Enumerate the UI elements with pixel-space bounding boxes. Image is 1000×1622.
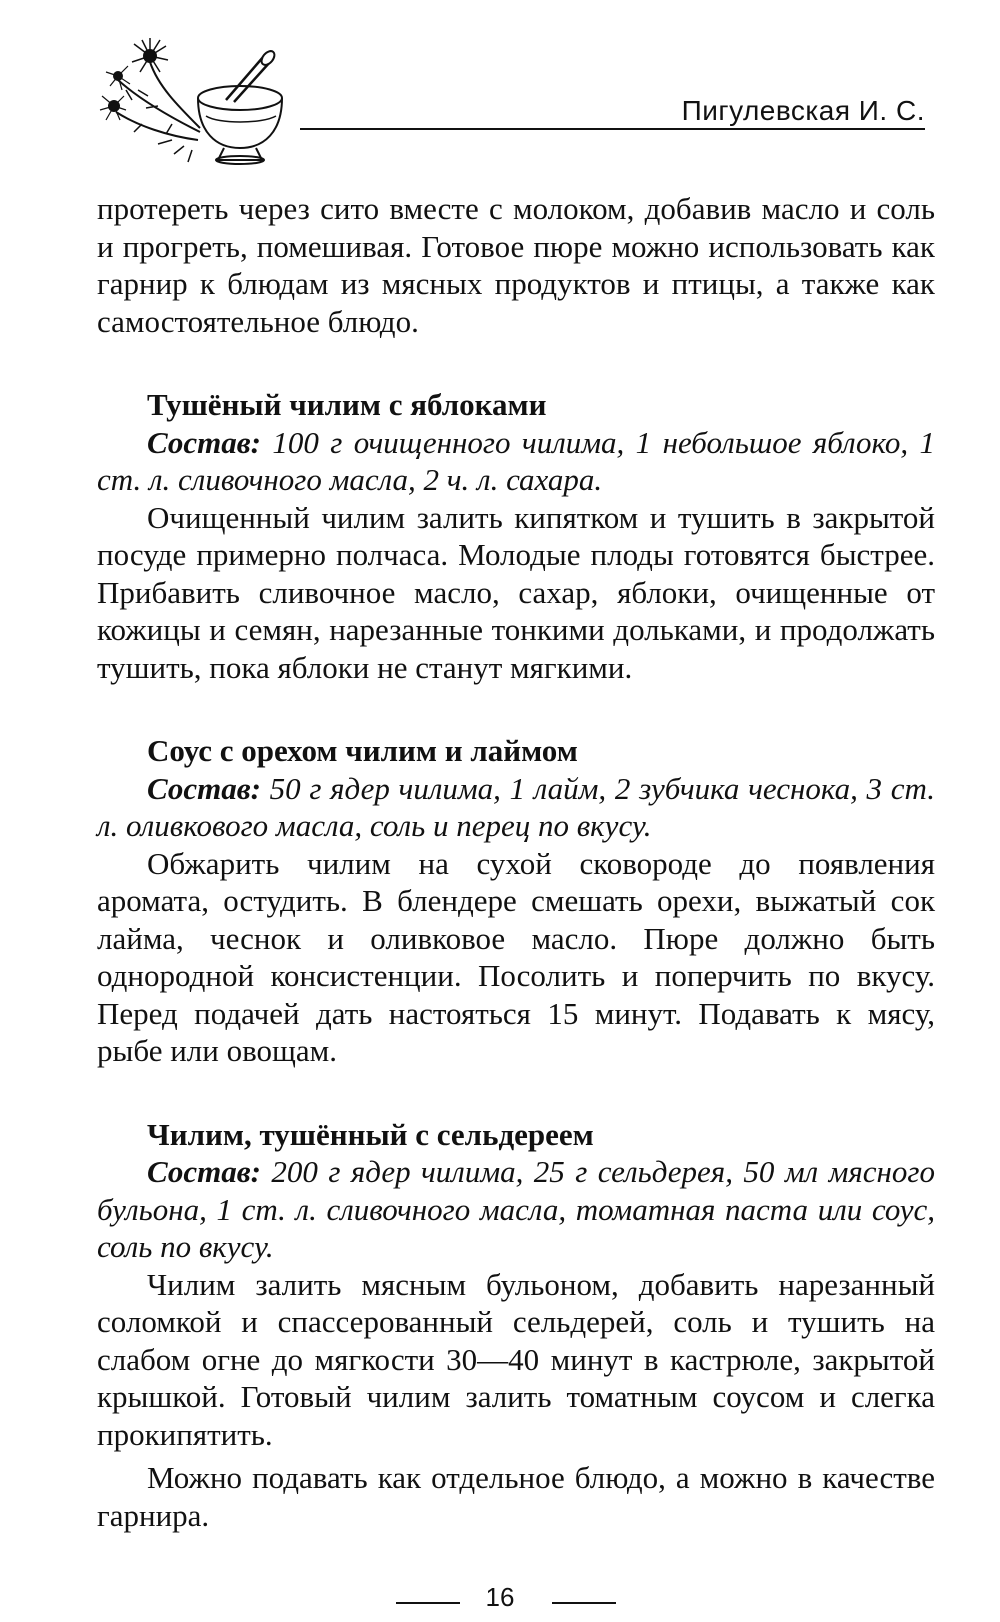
page-footer [0, 1578, 1000, 1618]
composition-text: 200 г ядер чилима, 25 г сельдерея, 50 мл мясного бульона, 1 ст. л. сливочного масла, томатная паста или соус, соль по вкусу. [97, 1154, 935, 1264]
recipe-serving-note: Можно подавать как отдельное блюдо, а можно в качестве гарнира. [97, 1460, 935, 1533]
recipe-instructions: Очищенный чилим залить кипятком и тушить в закрытой посуде примерно полчаса. Молодые плоды готовятся быстрее. Прибавить сливочное масло, сахар, яблоки, очищенные от кожицы и семян, нарезанные тонкими дольками, и продолжать тушить, пока яблоки не станут мягкими. [97, 499, 935, 685]
footer-rule-right [552, 1602, 616, 1604]
recipe-instructions: Чилим залить мясным бульоном, добавить нарезанный соломкой и спассерованный сельдерей, соль и тушить на слабом огне до мягкости 30—40 минут в кастрюле, закрытой крышкой. Готовый чилим залить томатным соусом и слегка прокипятить. [97, 1266, 935, 1452]
recipe-title: Соус с орехом чилим и лаймом [147, 733, 578, 768]
composition-label: Состав: [147, 770, 261, 806]
recipe [97, 732, 935, 1070]
recipe-composition [97, 1153, 935, 1266]
composition-label: Состав: [147, 424, 261, 460]
composition-label: Состав: [147, 1154, 261, 1189]
running-head-author: Пигулевская И. С. [681, 95, 925, 126]
composition-text: 100 г очищенного чилима, 1 небольшое яблоко, 1 ст. л. сливочного масла, 2 ч. л. сахара. [97, 424, 935, 497]
header-rule [300, 128, 925, 130]
recipe-composition [97, 770, 935, 845]
recipe-title: Тушёный чилим с яблоками [147, 387, 547, 422]
page-body [97, 190, 935, 1534]
page-header [0, 0, 1000, 150]
recipe-instructions: Обжарить чилим на сухой сковороде до появления аромата, остудить. В блендере смешать орехи, выжатый сок лайма, чеснок и оливковое масло. Пюре должно быть однородной консистенции. Посолить и поперчить по вкусу. Перед подачей дать настояться 15 минут. Подавать к мясу, рыбе или овощам. [97, 845, 935, 1068]
page-number: 16 [485, 1582, 515, 1612]
recipe-composition [97, 424, 935, 499]
composition-text: 50 г ядер чилима, 1 лайм, 2 зубчика чеснока, 3 ст. л. оливкового масла, соль и перец по вкусу. [97, 770, 936, 843]
recipe [97, 1116, 935, 1535]
chamomile-mortar-illustration [88, 36, 298, 166]
recipe-title: Чилим, тушённый с сельдереем [147, 1116, 594, 1152]
recipe [97, 386, 935, 686]
intro-paragraph: протереть через сито вместе с молоком, добавив масло и соль и прогреть, помешивая. Готовое пюре можно использовать как гарнир к блюдам из мясных продуктов и птицы, а также как самостоятельное блюдо. [97, 191, 935, 339]
